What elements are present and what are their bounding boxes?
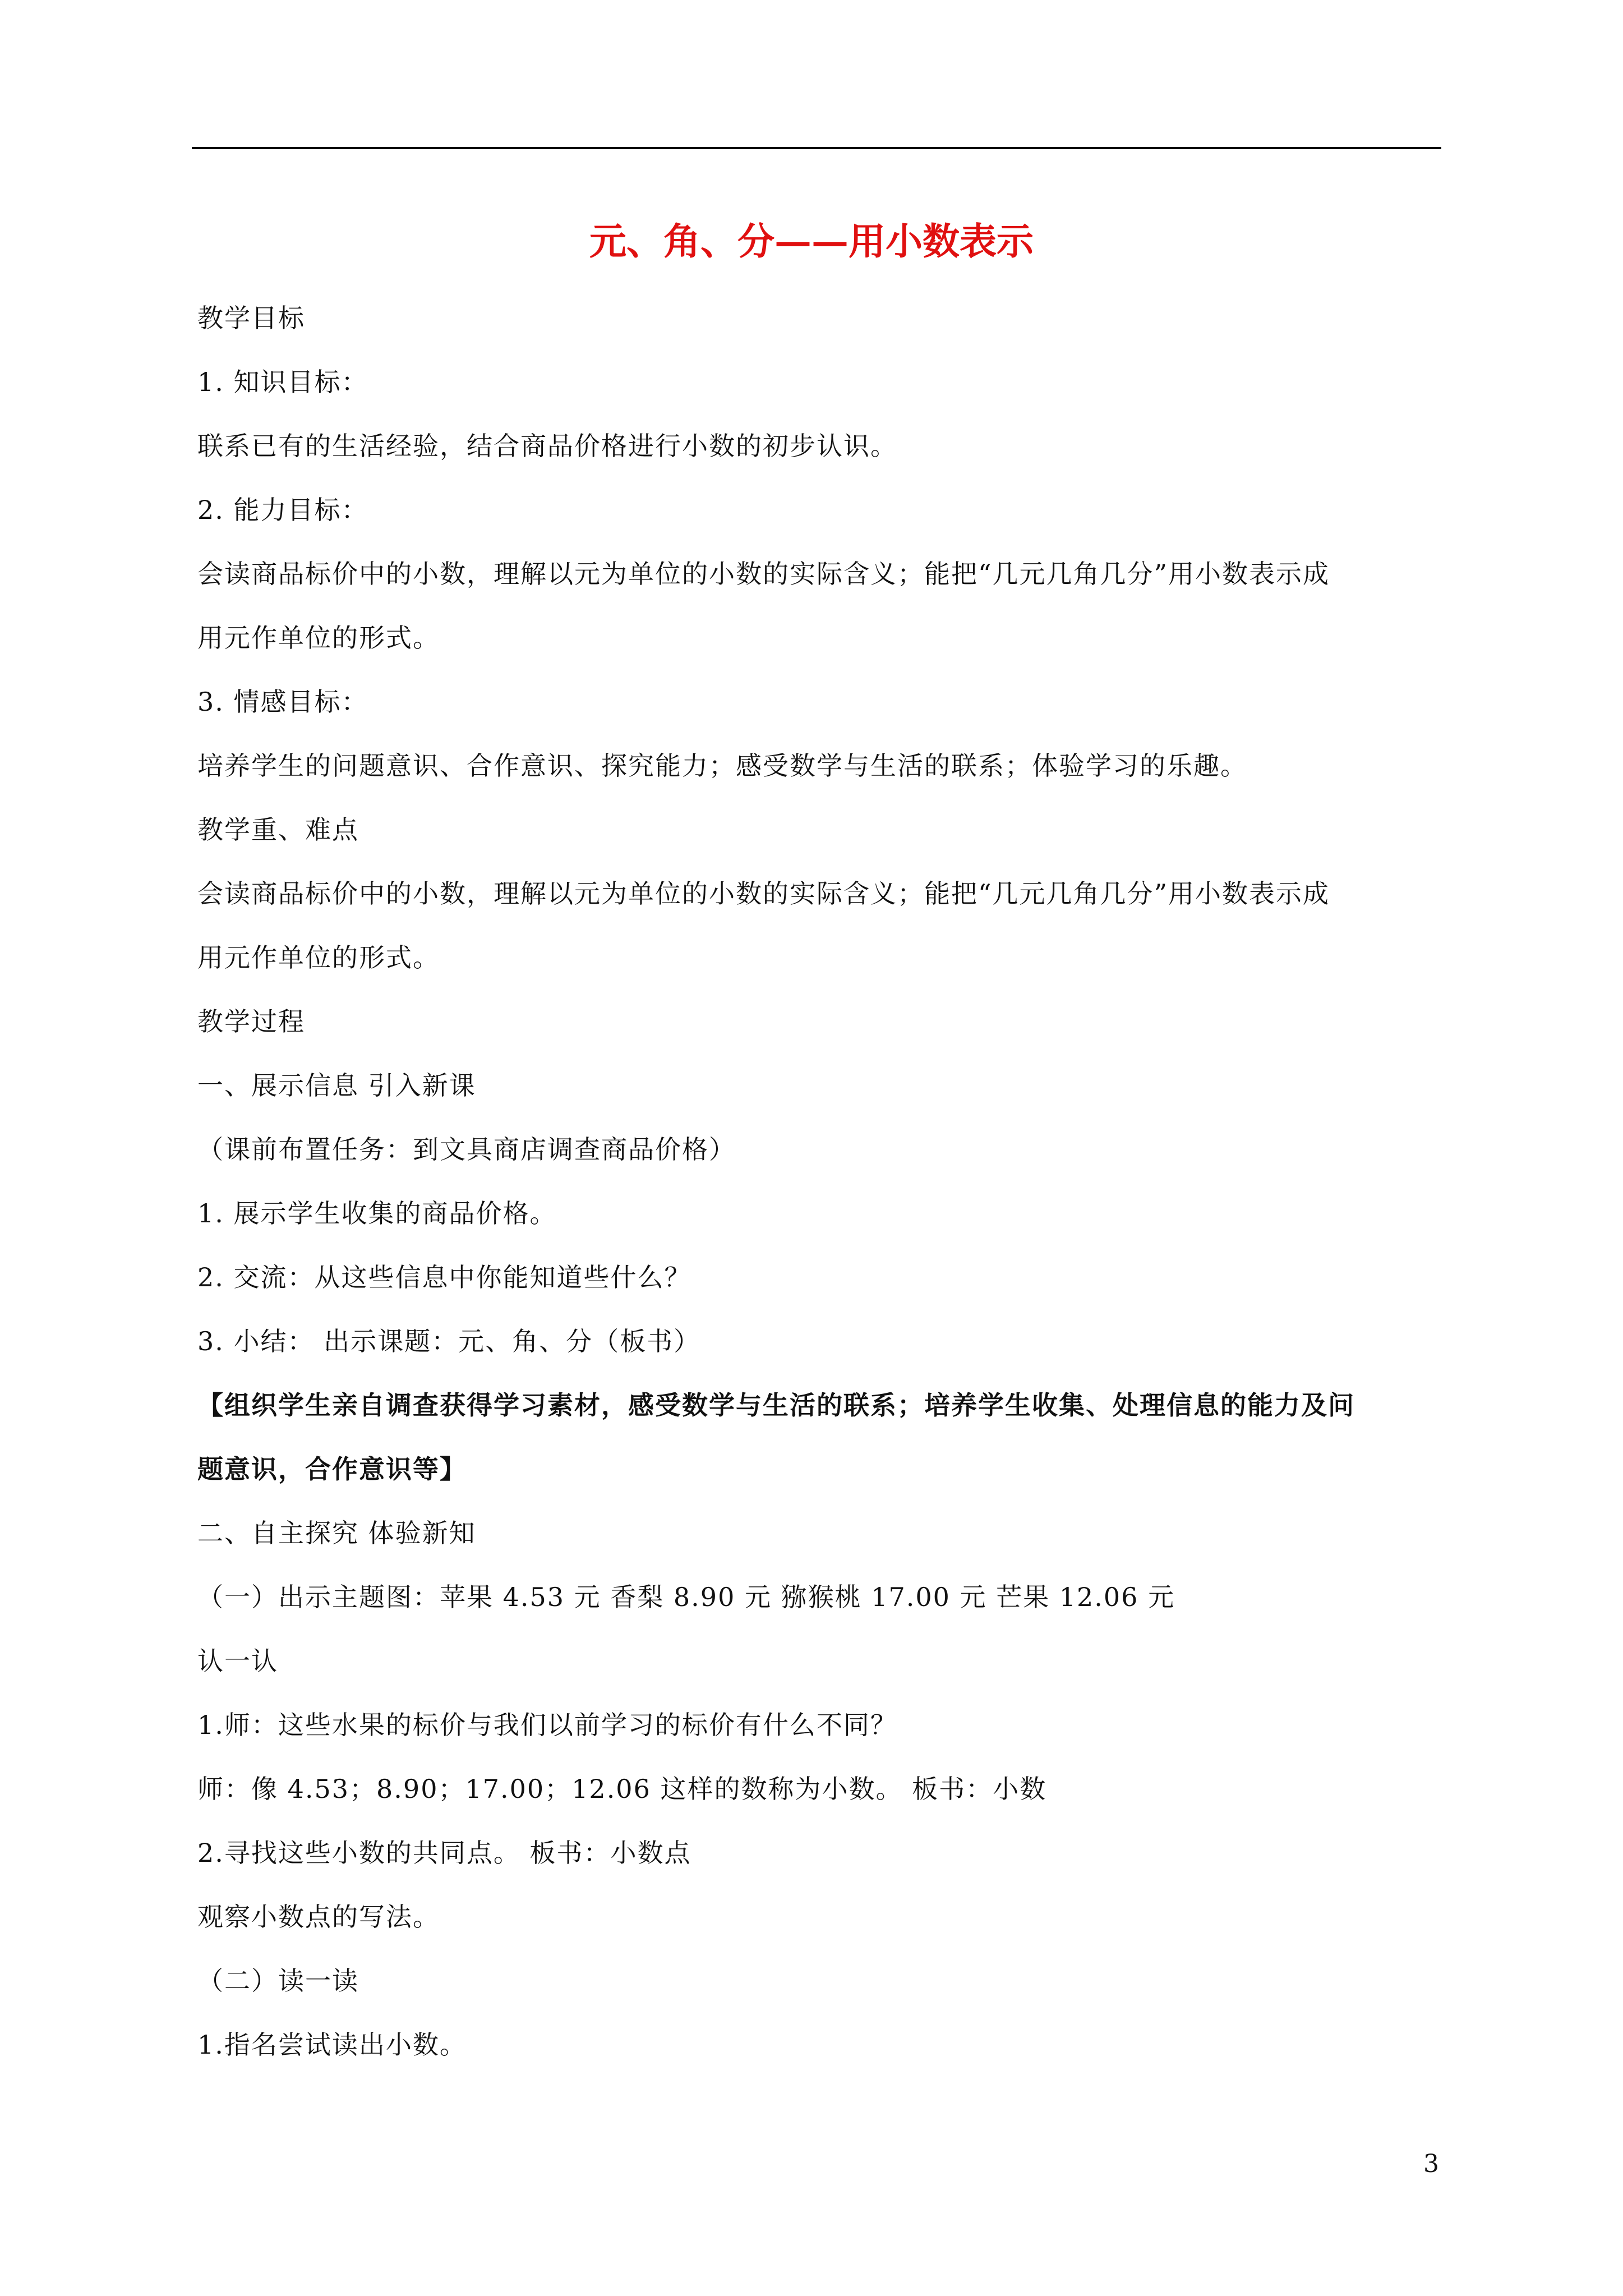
header-rule: [192, 147, 1441, 149]
text-line: 教学过程: [197, 1006, 305, 1037]
text-line: 1.指名尝试读出小数。: [197, 2030, 467, 2060]
text-line: （二）读一读: [197, 1966, 359, 1996]
text-line: 观察小数点的写法。: [197, 1902, 440, 1932]
text-line: 用元作单位的形式。: [197, 942, 440, 973]
text-line: 题意识，合作意识等】: [197, 1454, 467, 1484]
text-line: 3. 小结： 出示课题：元、角、分（板书）: [197, 1326, 701, 1356]
text-line: 教学目标: [197, 303, 305, 333]
text-line: 1.师：这些水果的标价与我们以前学习的标价有什么不同？: [197, 1710, 897, 1740]
text-line: 联系已有的生活经验，结合商品价格进行小数的初步认识。: [197, 431, 897, 461]
text-line: 用元作单位的形式。: [197, 623, 440, 653]
text-line: 教学重、难点: [197, 815, 359, 845]
text-line: 2. 能力目标：: [197, 495, 368, 525]
text-line: 培养学生的问题意识、合作意识、探究能力；感受数学与生活的联系；体验学习的乐趣。: [197, 751, 1247, 781]
text-line: 1. 知识目标：: [197, 367, 368, 397]
text-line: 2.寻找这些小数的共同点。 板书：小数点: [197, 1838, 691, 1868]
document-body: [197, 286, 1445, 2077]
text-line: 会读商品标价中的小数，理解以元为单位的小数的实际含义；能把“几元几角几分”用小数表示成: [197, 878, 1330, 909]
text-line: 师：像 4.53；8.90；17.00；12.06 这样的数称为小数。 板书：小数: [197, 1774, 1047, 1804]
text-line: 认一认: [197, 1646, 278, 1676]
text-line: （一）出示主题图：苹果 4.53 元 香梨 8.90 元 猕猴桃 17.00 元 芒果 12.06 元: [197, 1582, 1175, 1612]
page-number: 3: [1423, 2150, 1439, 2178]
text-line: 2. 交流：从这些信息中你能知道些什么？: [197, 1262, 691, 1292]
text-line: 3. 情感目标：: [197, 687, 368, 717]
text-line: 二、自主探究 体验新知: [197, 1518, 476, 1548]
text-line: （课前布置任务：到文具商店调查商品价格）: [197, 1134, 736, 1165]
text-line: 会读商品标价中的小数，理解以元为单位的小数的实际含义；能把“几元几角几分”用小数表示成: [197, 559, 1330, 589]
text-line: 一、展示信息 引入新课: [197, 1070, 476, 1101]
document-title: 元、角、分——用小数表示: [589, 219, 1034, 263]
text-line: 【组织学生亲自调查获得学习素材，感受数学与生活的联系；培养学生收集、处理信息的能力及问: [197, 1390, 1355, 1420]
text-line: 1. 展示学生收集的商品价格。: [197, 1198, 557, 1228]
